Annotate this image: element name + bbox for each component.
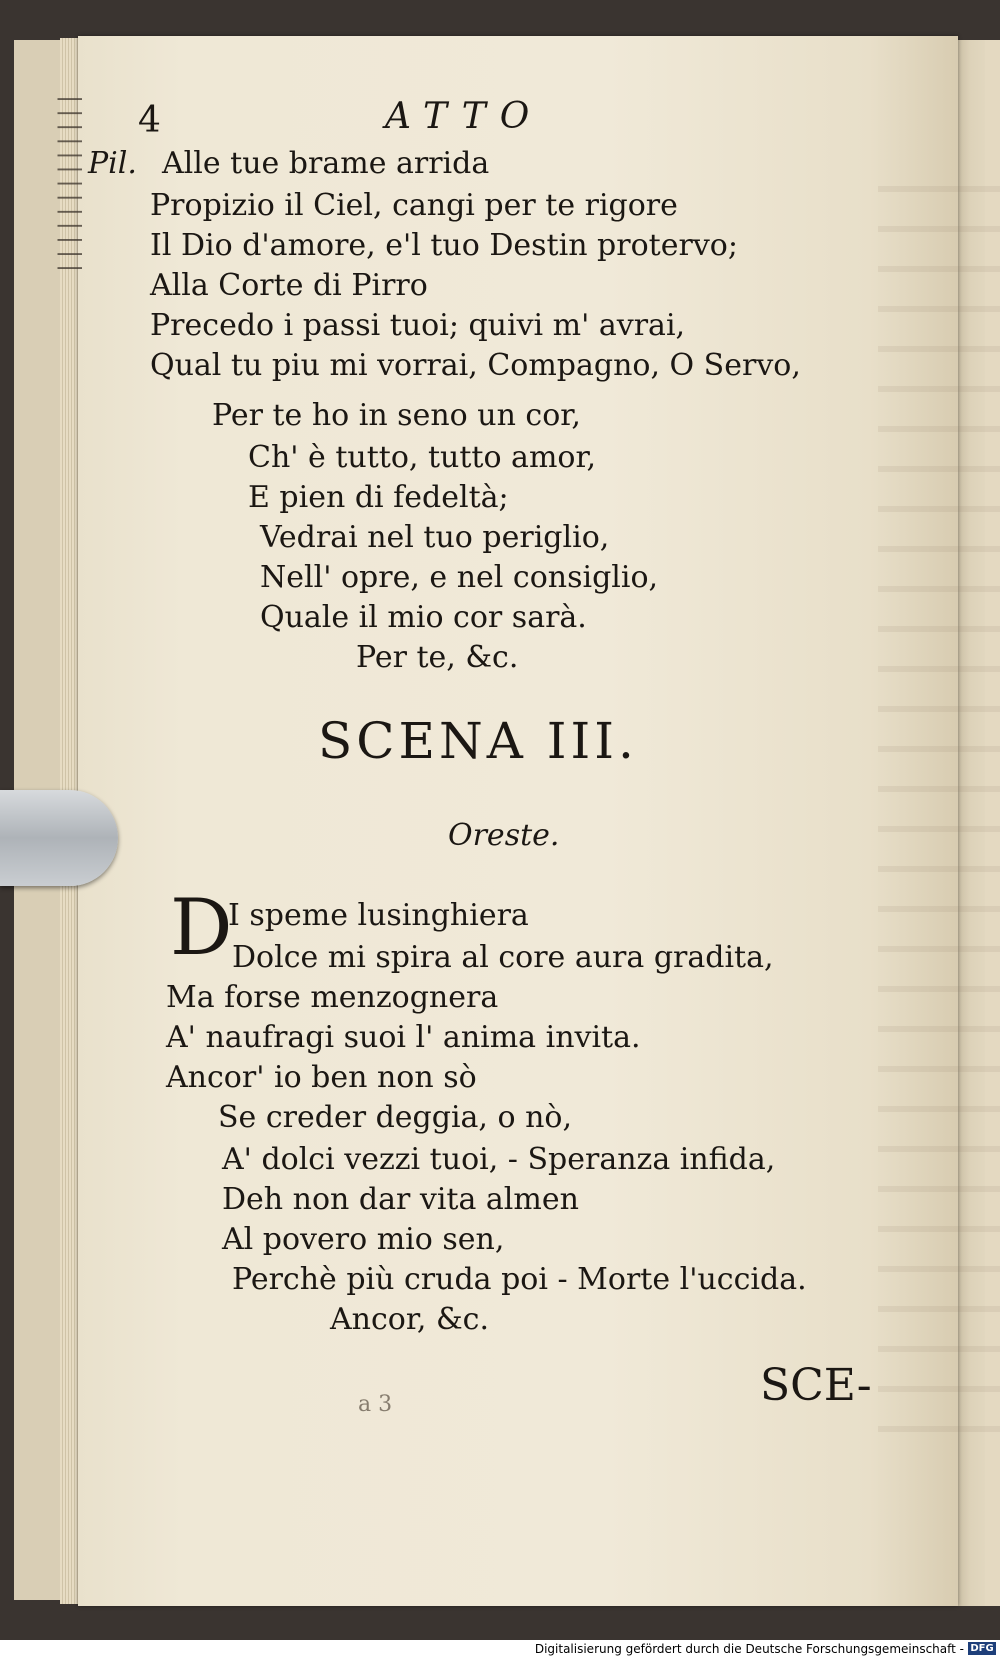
catchword: SCE-: [760, 1360, 872, 1411]
oreste-refrain: Ancor, &c.: [330, 1302, 490, 1337]
page-number: 4: [138, 100, 161, 141]
oreste-line: Deh non dar vita almen: [222, 1182, 579, 1217]
speech-line: Alle tue brame arrida: [162, 146, 490, 181]
digitization-credit: Digitalisierung gefördert durch die Deutsche Forschungsgemeinschaft -: [534, 1642, 964, 1656]
printer-signature: a 3: [358, 1392, 393, 1417]
oreste-line: A' dolci vezzi tuoi, - Speranza infida,: [222, 1142, 776, 1177]
scene-heading: SCENA III.: [318, 712, 638, 770]
speech-line: Qual tu piu mi vorrai, Compagno, O Servo,: [150, 348, 801, 383]
oreste-line: Se creder deggia, o nò,: [218, 1100, 573, 1135]
oreste-line: A' naufragi suoi l' anima invita.: [166, 1020, 641, 1055]
aria-line: E pien di fedeltà;: [248, 480, 509, 515]
drop-cap: D: [170, 883, 233, 973]
speech-line: Propizio il Ciel, cangi per te rigore: [150, 188, 678, 223]
page-holder-clip: [0, 790, 118, 886]
margin-thumb-index: |||||||||||||: [57, 95, 85, 279]
oreste-line: Ma forse menzognera: [166, 980, 499, 1015]
speech-line: Il Dio d'amore, e'l tuo Destin protervo;: [150, 228, 738, 263]
speech-line: Precedo i passi tuoi; quivi m' avrai,: [150, 308, 686, 343]
aria-line: Nell' opre, e nel consiglio,: [260, 560, 659, 595]
scene-speaker: Oreste.: [448, 818, 560, 853]
aria-line: Vedrai nel tuo periglio,: [260, 520, 610, 555]
oreste-line: I speme lusinghiera: [228, 898, 529, 933]
oreste-line: Ancor' io ben non sò: [166, 1060, 477, 1095]
running-title: ATTO: [385, 96, 544, 137]
dfg-logo: DFG: [968, 1642, 996, 1655]
oreste-line: Al povero mio sen,: [222, 1222, 505, 1257]
aria-line: Ch' è tutto, tutto amor,: [248, 440, 597, 475]
oreste-line: Dolce mi spira al core aura gradita,: [232, 940, 774, 975]
bleed-through-text: [878, 156, 1000, 1436]
aria-refrain: Per te, &c.: [356, 640, 519, 675]
oreste-line: Perchè più cruda poi - Morte l'uccida.: [232, 1262, 807, 1297]
aria-line: Quale il mio cor sarà.: [260, 600, 587, 635]
speaker-label: Pil.: [88, 146, 137, 181]
aria-line: Per te ho in seno un cor,: [212, 398, 581, 433]
speech-line: Alla Corte di Pirro: [150, 268, 428, 303]
